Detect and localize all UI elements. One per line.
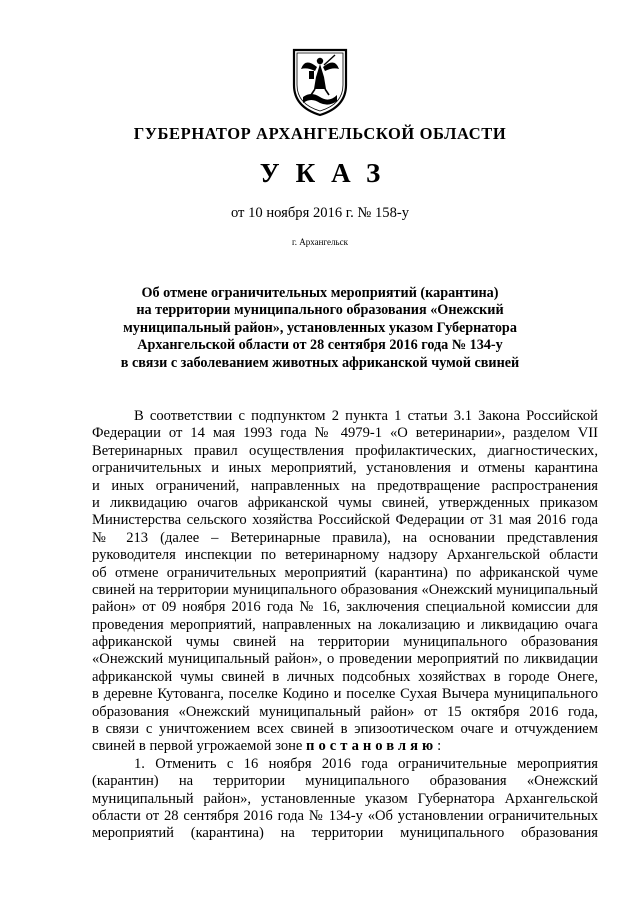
body-line: свиней на территории муниципального образования «Онежский муниципальный bbox=[92, 581, 598, 598]
body-line: образования «Онежский муниципальный район» от 15 октября 2016 года, bbox=[92, 703, 598, 720]
body-line: № 213 (далее – Ветеринарные правила), на основании представления bbox=[92, 529, 598, 546]
document-body bbox=[92, 408, 598, 843]
item-line: (карантин) на территории муниципального образования «Онежский bbox=[92, 773, 598, 790]
body-line: район» от 09 ноября 2016 года № 16, заключения специальной комиссии для bbox=[92, 599, 598, 616]
issuing-authority: ГУБЕРНАТОР АРХАНГЕЛЬСКОЙ ОБЛАСТИ bbox=[133, 124, 507, 143]
body-line: об отмене ограничительных мероприятий (карантина) по африканской чуме bbox=[92, 564, 598, 581]
decree-line bbox=[92, 738, 598, 755]
document-date-number: от 10 ноября 2016 г. № 158-у bbox=[230, 205, 410, 221]
item-line: мероприятий (карантина) на территории муниципального образования bbox=[92, 825, 598, 842]
title-line: в связи с заболеванием животных африканской чумой свиней bbox=[120, 354, 520, 371]
body-line: и иных ограничений, направленных на предотвращение распространения bbox=[92, 477, 598, 494]
body-line: Ветеринарных правил осуществления профилактических, диагностических, bbox=[92, 442, 598, 459]
item-line: муниципальный район», установленные указом Губернатора Архангельской bbox=[92, 790, 598, 807]
title-line: муниципальный район», установленных указом Губернатора bbox=[123, 319, 517, 336]
body-line: В соответствии с подпунктом 2 пункта 1 статьи 3.1 Закона Российской bbox=[134, 408, 598, 424]
issue-city: г. Архангельск bbox=[292, 237, 348, 247]
title-line: Об отмене ограничительных мероприятий (карантина) bbox=[141, 285, 499, 301]
body-line: Министерства сельского хозяйства Российской Федерации от 31 мая 2016 года bbox=[92, 512, 598, 529]
body-line: руководителя инспекции по ветеринарному надзору Архангельской области bbox=[92, 547, 598, 564]
body-line: африканской чумы свиней в личных подсобных хозяйствах в городе Онеге, bbox=[92, 668, 598, 685]
document-title bbox=[100, 285, 540, 372]
decree-colon: : bbox=[437, 738, 442, 755]
body-line: в деревне Кутованга, поселке Кодино и поселке Сухая Вычера муниципального bbox=[92, 686, 598, 703]
body-line: африканской чумы свиней на территории муниципального образования bbox=[92, 634, 598, 651]
document-type-heading: УКАЗ bbox=[259, 158, 397, 188]
body-line-prefix: свиней в первой угрожаемой зоне bbox=[92, 738, 307, 755]
body-line: ограничительных и иных мероприятий, установления и отмены карантина bbox=[92, 460, 598, 477]
body-line: Федерации от 14 мая 1993 года № 4979-1 «О ветеринарии», разделом VII bbox=[92, 425, 598, 442]
body-line: «Онежский муниципальный район», о проведении мероприятий по ликвидации bbox=[92, 651, 598, 668]
title-line: Архангельской области от 28 сентября 2016 года № 134-у bbox=[137, 337, 503, 354]
item-line: области от 28 сентября 2016 года № 134-у «Об установлении ограничительных bbox=[92, 807, 598, 824]
body-line: и ликвидацию очагов африканской чумы свиней, утвержденных приказом bbox=[92, 494, 598, 511]
body-line: проведения мероприятий, направленных на локализацию и ликвидацию очага bbox=[92, 616, 598, 633]
decree-keyword: постановляю bbox=[306, 738, 438, 755]
item-line: 1. Отменить с 16 ноября 2016 года ограничительные мероприятия bbox=[134, 755, 598, 772]
coat-of-arms-emblem bbox=[291, 47, 349, 117]
body-line: в связи с уничтожением всех свиней в эпизоотическом очаге и отчуждением bbox=[92, 721, 598, 738]
title-line: на территории муниципального образования «Онежский bbox=[136, 302, 504, 319]
